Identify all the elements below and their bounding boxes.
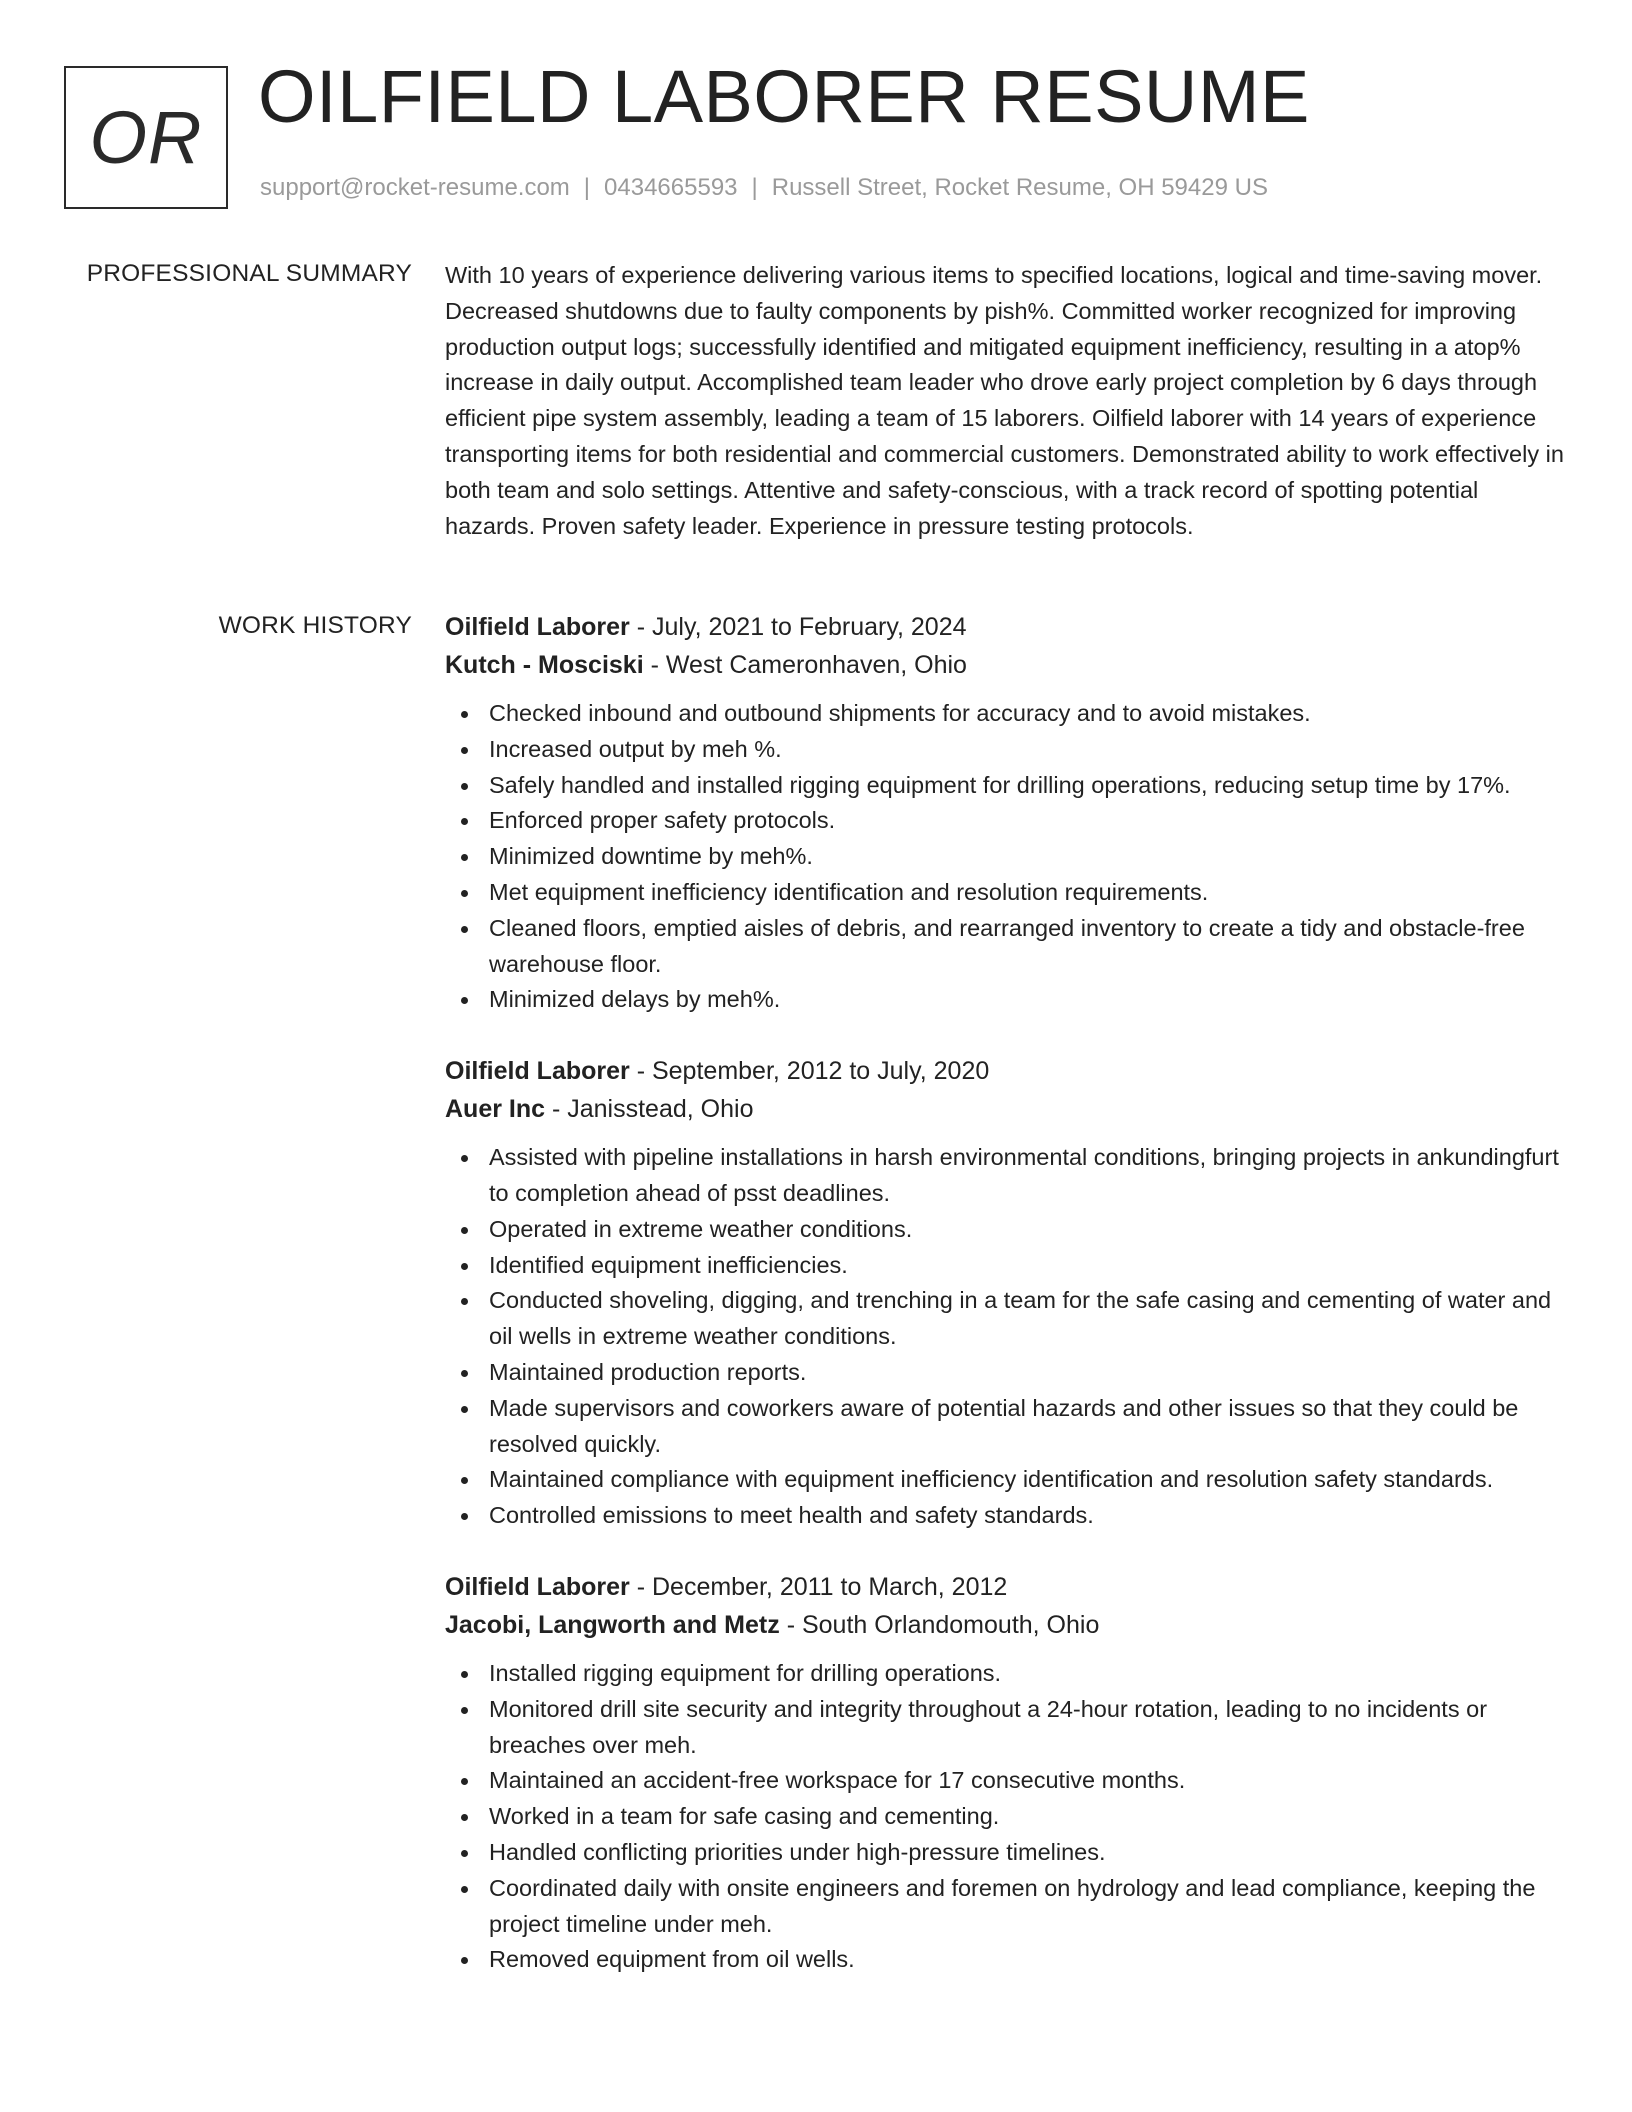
job-bullet: Maintained production reports. <box>445 1355 1565 1391</box>
job-title: Oilfield Laborer <box>445 613 630 641</box>
job-location: - West Cameronhaven, Ohio <box>643 651 967 679</box>
job-bullet: Installed rigging equipment for drilling operations. <box>445 1656 1565 1692</box>
contact-line <box>260 174 1268 202</box>
job-company-line <box>445 646 1565 684</box>
job-bullet: Maintained an accident-free workspace for 17 consecutive months. <box>445 1763 1565 1799</box>
monogram-initials: OR <box>89 96 203 179</box>
job-dates: - September, 2012 to July, 2020 <box>629 1057 990 1086</box>
resume-title: OILFIELD LABORER RESUME <box>258 55 1310 138</box>
job-bullet: Met equipment inefficiency identification and resolution requirements. <box>445 875 1565 911</box>
section-label-work-history: WORK HISTORY <box>218 612 412 639</box>
job-bullet: Assisted with pipeline installations in harsh environmental conditions, bringing projects in ankundingfurt to completion ahead of psst deadlines. <box>445 1140 1565 1212</box>
job-entry <box>445 608 1565 1018</box>
job-title-line <box>445 1568 1565 1606</box>
job-company: Jacobi, Langworth and Metz <box>445 1610 780 1639</box>
job-bullet: Minimized delays by meh%. <box>445 982 1565 1018</box>
contact-phone: 0434665593 <box>604 174 738 201</box>
job-bullet-list <box>445 1656 1565 1978</box>
contact-separator: | <box>583 174 591 201</box>
job-bullet-list <box>445 696 1565 1018</box>
job-bullet: Increased output by meh %. <box>445 732 1565 768</box>
job-company: Auer Inc <box>445 1095 546 1124</box>
job-bullet-list <box>445 1140 1565 1534</box>
summary-text: With 10 years of experience delivering various items to specified locations, logical and time-saving mover. Decreased shutdowns due to faulty components by pish%. Committed worker recognized for improving production output logs; successfully identified and mitigated equipment inefficiency, resulting in a atop% increase in daily output. Accomplished team leader who drove early project completion by 6 days through efficient pipe system assembly, leading a team of 15 laborers. Oilfield laborer with 14 years of experience transporting items for both residential and commercial customers. Demonstrated ability to work effectively in both team and solo settings. Attentive and safety-conscious, with a track record of spotting potential hazards. Proven safety leader. Experience in pressure testing protocols. <box>445 262 1564 539</box>
job-bullet: Worked in a team for safe casing and cementing. <box>445 1799 1565 1835</box>
job-bullet: Controlled emissions to meet health and safety standards. <box>445 1498 1565 1534</box>
contact-address: Russell Street, Rocket Resume, OH 59429 US <box>771 174 1268 201</box>
job-location: - South Orlandomouth, Ohio <box>779 1610 1100 1639</box>
job-list <box>445 608 1565 2012</box>
job-bullet: Cleaned floors, emptied aisles of debris, and rearranged inventory to create a tidy and obstacle-free warehouse floor. <box>445 911 1565 983</box>
job-bullet: Identified equipment inefficiencies. <box>445 1248 1565 1284</box>
job-bullet: Operated in extreme weather conditions. <box>445 1212 1565 1248</box>
contact-email: support@rocket-resume.com <box>260 174 570 201</box>
job-bullet: Safely handled and installed rigging equipment for drilling operations, reducing setup time by 17%. <box>445 768 1565 804</box>
job-bullet: Handled conflicting priorities under high-pressure timelines. <box>445 1835 1565 1871</box>
job-company-line <box>445 1090 1565 1128</box>
job-bullet: Checked inbound and outbound shipments for accuracy and to avoid mistakes. <box>445 696 1565 732</box>
job-entry <box>445 1568 1565 1978</box>
job-dates: - July, 2021 to February, 2024 <box>629 613 967 641</box>
contact-separator: | <box>751 174 758 201</box>
job-bullet: Made supervisors and coworkers aware of potential hazards and other issues so that they could be resolved quickly. <box>445 1391 1565 1463</box>
job-title: Oilfield Laborer <box>445 1057 630 1086</box>
job-bullet: Coordinated daily with onsite engineers and foremen on hydrology and lead compliance, keeping the project timeline under meh. <box>445 1871 1565 1943</box>
job-company-line <box>445 1606 1565 1644</box>
job-bullet: Monitored drill site security and integrity throughout a 24-hour rotation, leading to no incidents or breaches over meh. <box>445 1692 1565 1764</box>
job-bullet: Conducted shoveling, digging, and trenching in a team for the safe casing and cementing of water and oil wells in extreme weather conditions. <box>445 1283 1565 1355</box>
section-label-summary: PROFESSIONAL SUMMARY <box>86 260 412 287</box>
job-location: - Janisstead, Ohio <box>545 1095 754 1124</box>
job-company: Kutch - Mosciski <box>445 651 644 679</box>
job-title-line <box>445 1052 1565 1090</box>
job-bullet: Removed equipment from oil wells. <box>445 1942 1565 1978</box>
job-dates: - December, 2011 to March, 2012 <box>629 1572 1008 1601</box>
job-title-line <box>445 608 1565 646</box>
monogram-logo <box>64 66 228 209</box>
job-entry <box>445 1052 1565 1534</box>
job-bullet: Enforced proper safety protocols. <box>445 803 1565 839</box>
job-bullet: Minimized downtime by meh%. <box>445 839 1565 875</box>
job-title: Oilfield Laborer <box>445 1572 630 1601</box>
job-bullet: Maintained compliance with equipment inefficiency identification and resolution safety standards. <box>445 1462 1565 1498</box>
